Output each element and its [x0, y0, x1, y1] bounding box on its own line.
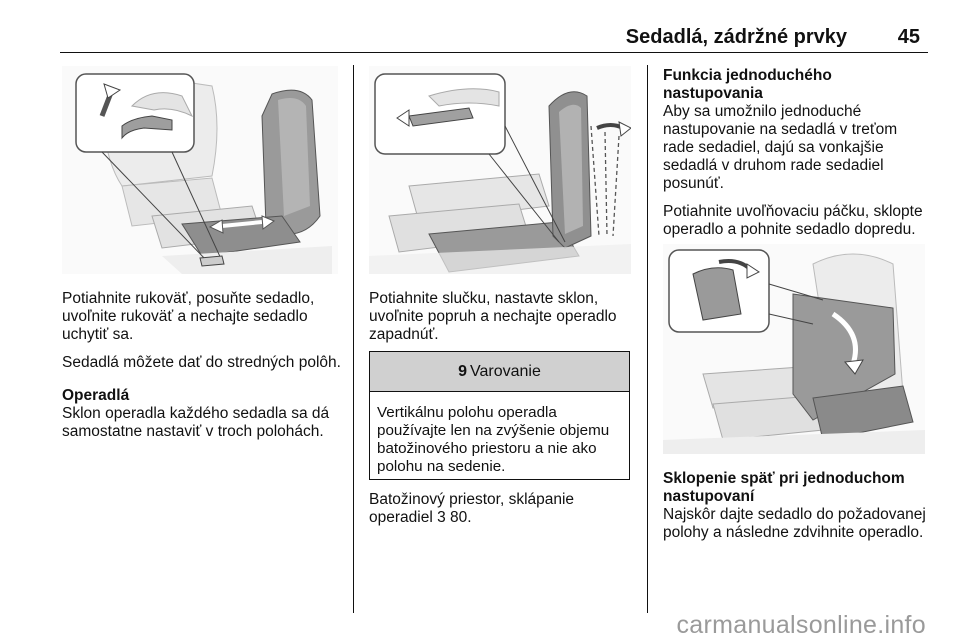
- page-header-title: Sedadlá, zádržné prvky: [625, 26, 847, 48]
- heading-backrests: Operadlá: [62, 387, 130, 404]
- page-reference-icon: 3: [437, 509, 446, 526]
- cargo-reference-text: Batožinový priestor, sklápanie operadiel: [369, 491, 575, 526]
- column-divider-1: [353, 65, 354, 613]
- paragraph-release-lever: Potiahnite uvoľňovaciu páčku, sklopte operadlo a pohnite sedadlo dopredu.: [663, 203, 923, 238]
- figure-backrest-tilt: [369, 66, 631, 274]
- warning-box: [369, 351, 630, 480]
- column-1-text: [62, 290, 342, 451]
- paragraph-loop-adjust: Potiahnite slučku, nastavte sklon, uvoľnite popruh a nechajte operadlo zapadnúť.: [369, 290, 617, 343]
- warning-title: Varovanie: [470, 362, 541, 380]
- column-3-text-top: [663, 67, 931, 249]
- column-divider-2: [647, 65, 648, 613]
- page-number: 45: [897, 26, 920, 48]
- heading-easy-entry: Funkcia jednoduchého nastupovania: [663, 67, 832, 102]
- cargo-reference-page[interactable]: 80.: [450, 509, 472, 526]
- figure-easy-entry: [663, 244, 925, 454]
- warning-body: Vertikálnu polohu operadla používajte len na zvýšenie objemu batožinového priestoru a nie ako polohu na sedenie.: [377, 404, 610, 475]
- column-3-text-bottom: [663, 470, 931, 552]
- paragraph-seat-slide: Potiahnite rukoväť, posuňte sedadlo, uvoľnite rukoväť a nechajte sedadlo uchytiť sa.: [62, 290, 315, 343]
- column-2-text: [369, 290, 637, 354]
- heading-fold-back: Sklopenie späť pri jednoduchom nastupovaní: [663, 470, 905, 505]
- watermark: carmanualsonline.info: [676, 611, 926, 639]
- paragraph-easy-entry: Aby sa umožnilo jednoduché nastupovanie na sedadlá v treťom rade sedadiel, dajú sa vonkajšie sedadlá v druhom rade sedadiel posunúť.: [663, 103, 898, 192]
- cargo-reference: [369, 491, 637, 527]
- header-rule: [60, 52, 928, 53]
- figure-seat-slide: [62, 66, 338, 274]
- paragraph-middle-positions: Sedadlá môžete dať do stredných polôh.: [62, 354, 341, 371]
- paragraph-fold-back: Najskôr dajte sedadlo do požadovanej polohy a následne zdvihnite operadlo.: [663, 506, 926, 541]
- paragraph-backrest-tilt: Sklon operadla každého sedadla sa dá samostatne nastaviť v troch polohách.: [62, 405, 330, 440]
- warning-header: [370, 352, 629, 392]
- warning-triangle-icon: 9: [458, 362, 468, 380]
